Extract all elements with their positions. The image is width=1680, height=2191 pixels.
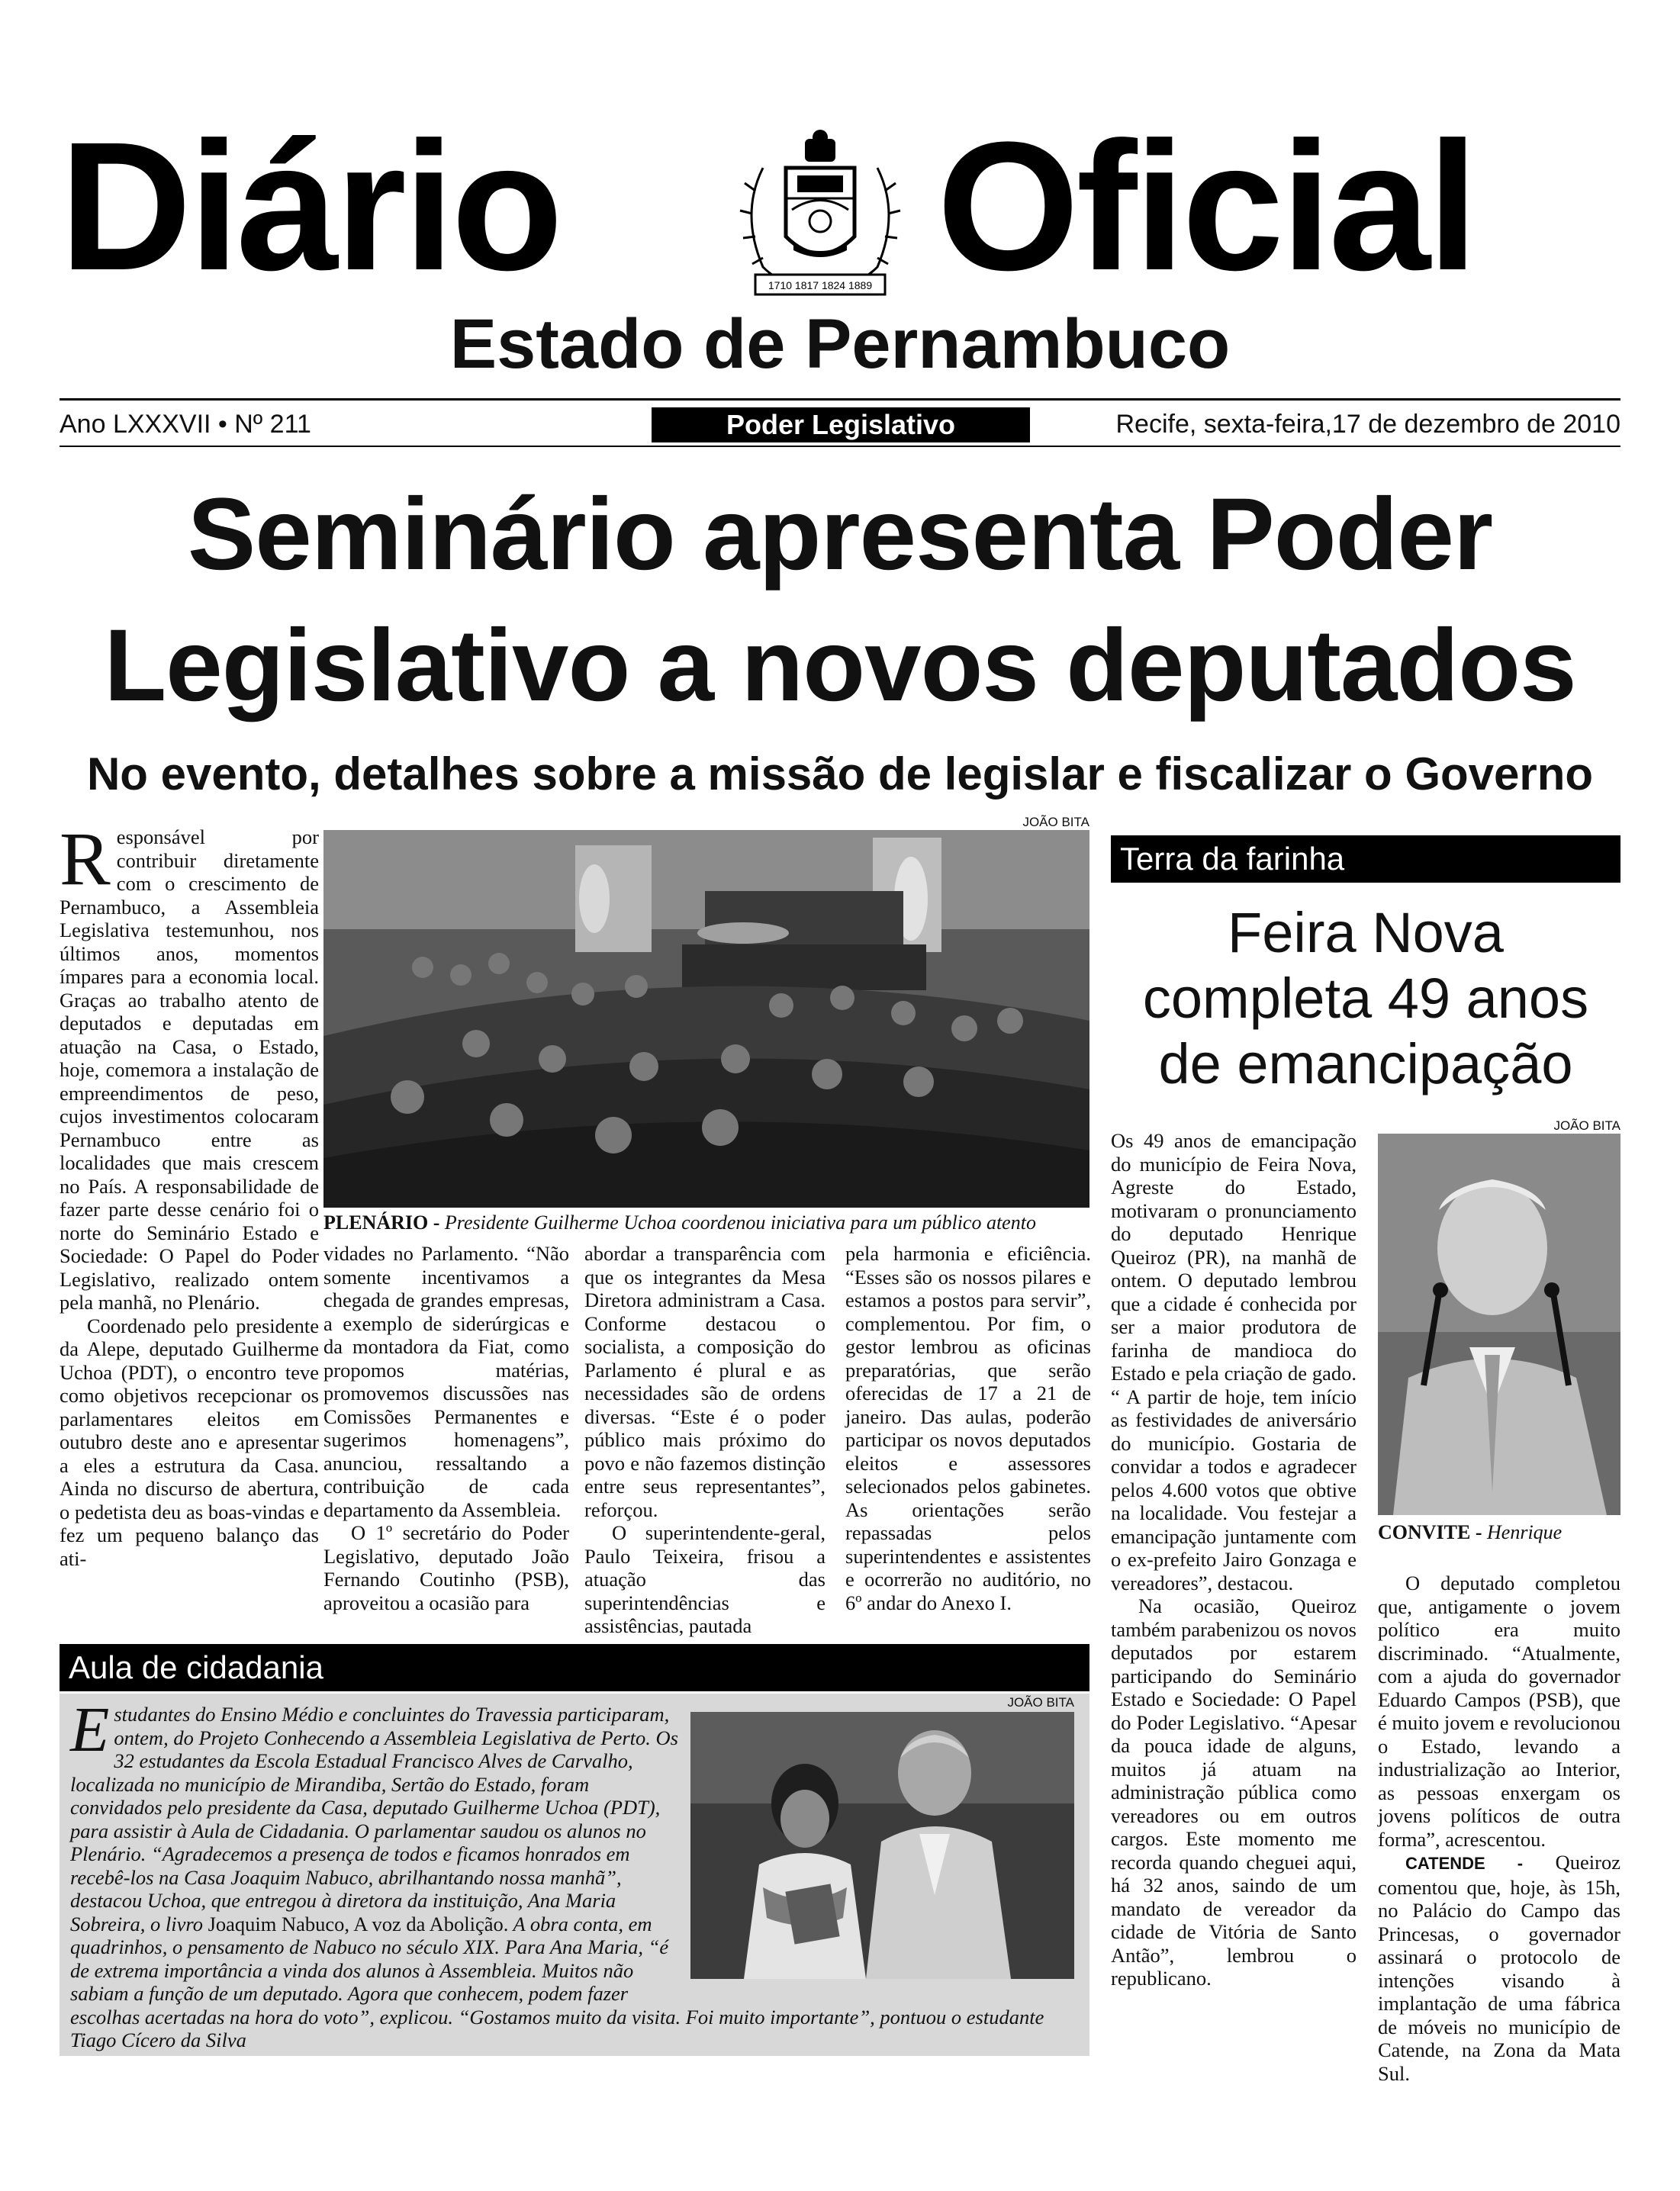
paragraph: pela harmonia e eficiência. “Esses são os nossos pilares e estamos a postos para servir”, complementou. Por fim, o gestor lembrou as oficinas preparatórias, que serão oferecidas de 17 a 21 de janeiro. Das aulas, poderão participar os novos deputados eleitos e assessores selecionados pelos gabinetes. As orientações serão repassadas pelos superintendentes e assistentes e ocorrerão no auditório, no 6º andar do Anexo I. <box>845 1242 1091 1614</box>
paragraph: A obra conta, em quadrinhos, o pensamento de Nabuco no século XIX. Para Ana Maria, “é de extrema importância a vinda dos alunos à Assembleia. Muitos não sabiam a função de um deputado. Agora que conhecem, podem fazer escolhas acertadas na hora do voto”, explicou. “Gostamos muito da visita. Foi muito importante”, pontuou o estudante Tiago Cícero da Silva <box>70 1912 1044 2051</box>
state-seal-icon <box>732 122 908 305</box>
caption-label: CONVITE - <box>1378 1521 1482 1543</box>
sidebar-headline: Feira Nova completa 49 anos de emancipação <box>1142 901 1589 1096</box>
caption-label: PLENÁRIO - <box>323 1211 440 1234</box>
paragraph: Coordenado pelo presidente da Alepe, deputado Guilherme Uchoa (PDT), o encontro teve como objetivos recepcionar os parlamentares eleitos em outubro deste ano e apresentar a eles a estrutura da Casa. Ainda no discurso de abertura, o pedetista deu as boas-vindas e fez um pequeno balanço das ati- <box>60 1314 319 1570</box>
plenary-photo <box>323 830 1089 1208</box>
main-story-column-3 <box>584 1242 826 1637</box>
photo-credit: JOÃO BITA <box>1553 1118 1620 1133</box>
deputy-photo <box>1378 1134 1620 1515</box>
paragraph: O superintendente-geral, Paulo Teixeira, frisou a atuação das superintendências e assistências, pautada <box>584 1521 826 1637</box>
sidebar-column-2 <box>1378 1572 1620 2136</box>
sidebar-column-1-cont <box>1111 1599 1357 2133</box>
dropcap: R <box>60 816 111 901</box>
seal-years: 1710 1817 1824 1889 <box>768 279 873 291</box>
headline-line: Legislativo a novos deputados <box>104 609 1576 722</box>
main-subhead: No evento, detalhes sobre a missão de legislar e fiscalizar o Governo <box>86 748 1594 800</box>
masthead-title-left: Diário <box>60 104 561 308</box>
dateline: Recife, sexta-feira,17 de dezembro de 2010 <box>1115 410 1620 439</box>
paragraph: Os 49 anos de emancipação do município de Feira Nova, Agreste do Estado, motivaram o pronunciamento do deputado Henrique Queiroz (PR), na manhã de ontem. O deputado lembrou que a cidade é conhecida por ser a maior produtora de farinha de mandioca do Estado e pela criação de gado. “ A partir de hoje, tem início as festividades de aniversário do município. Gostaria de convidar a todos e agradecer pelos 4.600 votos que obtive na localidade. Vou festejar a emancipação juntamente com o ex-prefeito Jairo Gonzaga e vereadores”, destacou. <box>1111 1129 1357 1594</box>
divider <box>60 446 1620 447</box>
photo-spacer <box>681 1703 1077 1985</box>
main-story-column-2 <box>323 1242 569 1623</box>
paragraph <box>1378 1851 1620 2085</box>
paragraph: studantes do Ensino Médio e concluintes do Travessia participaram, ontem, do Projeto Conhecendo a Assembleia Legislativa de Perto. Os 32 estudantes da Escola Estadual Francisco Alves de Carvalho, localizada no município de Mirandiba, Sertão do Estado, foram convidados pelo presidente da Casa, deputado Guilherme Uchoa (PDT), para assistir à Aula de Cidadania. O parlamentar saudou os alunos no Plenário. “Agradecemos a presença de todos e ficamos honrados em recebê-los na Casa Joaquim Nabuco, abrilhantando nossa manhã”, destacou Uchoa, que entregou à diretora da instituição, Ana Maria Sobreira, o livro <box>70 1703 678 1935</box>
paragraph: vidades no Parlamento. “Não somente incentivamos a chegada de grandes empresas, a exemplo de siderúrgicas e da montadora da Fiat, como propomos matérias, promovemos discussões nas Comissões Permanentes e sugerimos homenagens”, anunciou, ressaltando a contribuição de cada departamento da Assembleia. <box>323 1242 569 1521</box>
issue-number: Ano LXXXVII • Nº 211 <box>60 410 311 439</box>
paragraph: Na ocasião, Queiroz também parabenizou os novos deputados por estarem participando do Seminário Estado e Sociedade: O Papel do Poder Legislativo. “Apesar da pouca idade de alguns, muitos já atuam na administração pública como vereadores ou em outros cargos. Este momento me recorda quando cheguei aqui, há 32 anos, saindo de um mandato de vereador da cidade de Vitória de Santo Antão”, lembrou o republicano. <box>1111 1594 1357 1990</box>
photo-caption <box>1378 1521 1620 1544</box>
photo-credit: JOÃO BITA <box>1007 1695 1074 1710</box>
paragraph: esponsável por contribuir diretamente com o crescimento de Pernambuco, a Assembleia Legislativa testemunhou, nos últimos anos, momentos ímpares para a economia local. Graças ao trabalho atento de deputados e deputadas em atuação na Casa, o Estado, hoje, comemora a instalação de empreendimentos de peso, cujos investimentos colocaram Pernambuco entre as localidades que mais crescem no País. A responsabilidade de fazer parte desse cenário foi o norte do Seminário Estado e Sociedade: O Papel do Poder Legislativo, realizado ontem pela manhã, no Plenário. <box>60 825 319 1314</box>
main-story-column-4 <box>845 1242 1091 1623</box>
cidadania-section-title: Aula de cidadania <box>60 1644 1089 1691</box>
paragraph: abordar a transparência com que os integrantes da Mesa Diretora administram a Casa. Conforme destacou o socialista, a composição do Parlamento é plural e as necessidades são de ordens diversas. “Este é o poder público mais próximo do povo e não fazemos distinção entre seus representantes”, reforçou. <box>584 1242 826 1521</box>
sidebar-section-title: Terra da farinha <box>1111 835 1620 883</box>
caption-text: Presidente Guilherme Uchoa coordenou iniciativa para um público atento <box>444 1211 1036 1234</box>
headline-line: Seminário apresenta Poder <box>187 478 1493 591</box>
main-headline <box>46 469 1634 732</box>
divider <box>60 398 1620 401</box>
photo-credit: JOÃO BITA <box>1022 815 1089 829</box>
photo-caption <box>323 1211 1089 1234</box>
main-story-column-1 <box>60 816 319 1619</box>
subhead-label: CATENDE - <box>1405 1854 1524 1873</box>
paragraph-text: Queiroz comentou que, hoje, às 15h, no Palácio do Campo das Princesas, o governador assinará o protocolo de intenções visando à implantação de uma fábrica de móveis no município de Catende, na Zona da Mata Sul. <box>1378 1851 1620 2085</box>
sidebar-column-1 <box>1111 1129 1357 1990</box>
masthead-subtitle: Estado de Pernambuco <box>449 305 1231 383</box>
book-title: Joaquim Nabuco, A voz da Abolição. <box>208 1912 509 1935</box>
dropcap: E <box>70 1694 110 1765</box>
masthead-title-right: Oficial <box>937 104 1476 308</box>
paragraph: O deputado completou que, antigamente o jovem político era muito discriminado. “Atualmente, com a ajuda do governador Eduardo Campos (PSB), que é muito jovem e revolucionou o Estado, levando a industrialização ao Interior, as pessoas enxergam os jovens políticos de outra forma”, acrescentou. <box>1378 1572 1620 1851</box>
caption-text: Henrique <box>1487 1521 1563 1543</box>
section-badge: Poder Legislativo <box>652 407 1030 442</box>
paragraph: O 1º secretário do Poder Legislativo, deputado João Fernando Coutinho (PSB), aproveitou a ocasião para <box>323 1521 569 1614</box>
